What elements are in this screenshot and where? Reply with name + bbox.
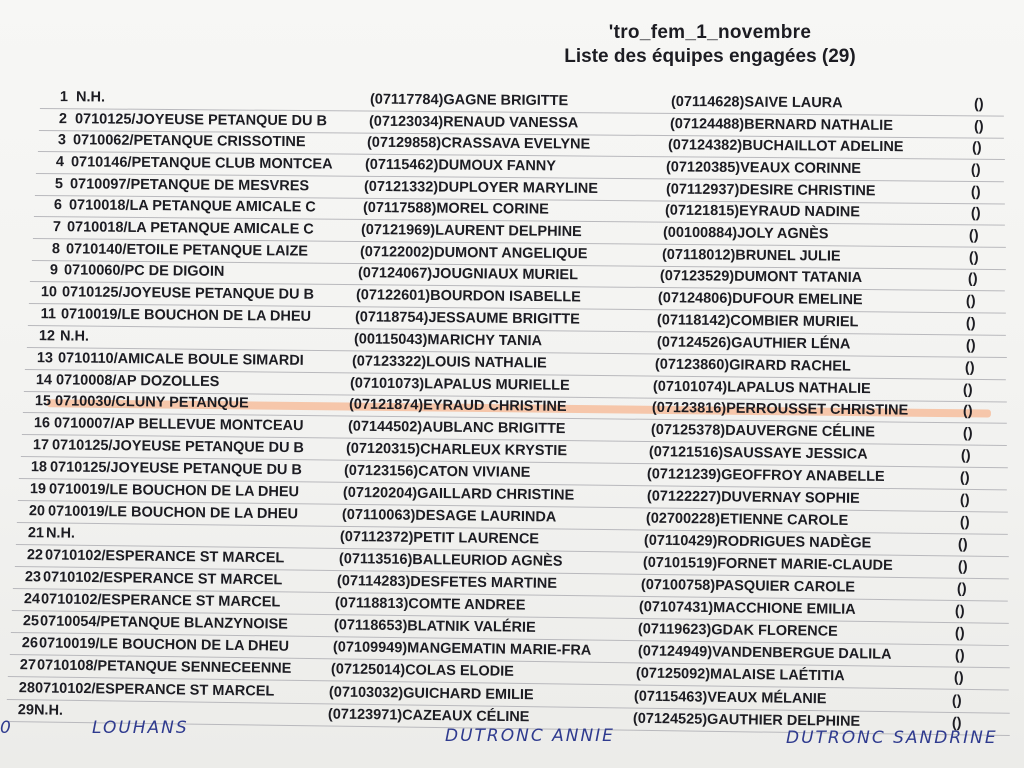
handwritten-club: LOUHANS bbox=[92, 718, 189, 738]
player-2: (07101519)FORNET MARIE-CLAUDE bbox=[642, 554, 893, 574]
club-name: 0710102/ESPERANCE ST MARCEL bbox=[40, 591, 281, 611]
row-number: 1 bbox=[59, 89, 69, 106]
club-name: 0710054/PETANQUE BLANZYNOISE bbox=[39, 613, 289, 633]
player-2: (07123529)DUMONT TATANIA bbox=[659, 268, 863, 286]
player-2: (07120385)VEAUX CORINNE bbox=[665, 159, 862, 178]
player-1: (07112372)PETIT LAURENCE bbox=[339, 528, 540, 548]
player-2: (07124382)BUCHAILLOT ADELINE bbox=[667, 137, 904, 156]
parenthesis: () bbox=[970, 184, 981, 201]
club-name: 0710108/PETANQUE SENNECEENNE bbox=[36, 657, 292, 677]
club-name: 0710097/PETANQUE DE MESVRES bbox=[69, 176, 310, 195]
club-name: 0710125/JOYEUSE PETANQUE DU B bbox=[49, 459, 303, 479]
player-2: (07124949)VANDENBERGUE DALILA bbox=[637, 643, 892, 663]
player-1: (07120315)CHARLEUX KRYSTIE bbox=[345, 440, 568, 460]
row-number: 17 bbox=[32, 437, 50, 454]
player-2: (07101074)LAPALUS NATHALIE bbox=[652, 378, 871, 398]
player-1: (07117588)MOREL CORINE bbox=[362, 199, 549, 218]
parenthesis: () bbox=[965, 337, 976, 354]
row-number: 12 bbox=[38, 328, 56, 345]
player-2: (07118142)COMBIER MURIEL bbox=[656, 312, 859, 331]
player-1: (07129858)CRASSAVA EVELYNE bbox=[366, 134, 591, 153]
row-number: 19 bbox=[29, 481, 47, 498]
player-2: (07119623)GDAK FLORENCE bbox=[637, 621, 838, 640]
player-2: (07124806)DUFOUR EMELINE bbox=[657, 290, 863, 309]
parenthesis: () bbox=[973, 118, 984, 135]
club-name: 0710125/JOYEUSE PETANQUE DU B bbox=[61, 284, 315, 303]
player-1: (07103032)GUICHARD EMILIE bbox=[328, 684, 534, 704]
parenthesis: () bbox=[970, 161, 981, 179]
club-name: 0710018/LA PETANQUE AMICALE C bbox=[68, 197, 316, 216]
club-name: 0710019/LE BOUCHON DE LA DHEU bbox=[47, 503, 299, 523]
player-2: (07124526)GAUTHIER LÉNA bbox=[656, 334, 851, 353]
club-name: 0710030/CLUNY PETANQUE bbox=[54, 393, 249, 412]
player-1: (07123034)RENAUD VANESSA bbox=[368, 113, 579, 132]
row-number: 6 bbox=[53, 197, 63, 214]
club-name: 0710019/LE BOUCHON DE LA DHEU bbox=[60, 306, 312, 325]
player-2: (07115463)VEAUX MÉLANIE bbox=[633, 688, 827, 708]
club-name: 0710125/JOYEUSE PETANQUE DU B bbox=[74, 111, 328, 130]
player-2: (07118012)BRUNEL JULIE bbox=[661, 246, 841, 265]
parenthesis: () bbox=[951, 692, 962, 710]
parenthesis: () bbox=[965, 315, 976, 332]
parenthesis: () bbox=[965, 293, 976, 310]
row-number: 3 bbox=[57, 132, 67, 149]
row-number: 5 bbox=[54, 176, 64, 193]
parenthesis: () bbox=[962, 382, 973, 399]
player-1: (00115043)MARICHY TANIA bbox=[353, 331, 543, 350]
player-2: (07125378)DAUVERGNE CÉLINE bbox=[650, 421, 876, 441]
parenthesis: () bbox=[960, 447, 971, 464]
player-2: (07100758)PASQUIER CAROLE bbox=[640, 576, 856, 596]
parenthesis: () bbox=[957, 558, 968, 575]
row-number: 18 bbox=[30, 459, 48, 476]
row-number: 16 bbox=[33, 415, 51, 432]
player-1: (07118653)BLATNIK VALÉRIE bbox=[333, 617, 536, 636]
player-2: (07125092)MALAISE LAÉTITIA bbox=[635, 665, 845, 685]
page-title: 'tro_fem_1_novembre bbox=[608, 22, 812, 43]
club-name: 0710140/ETOILE PETANQUE LAIZE bbox=[65, 241, 309, 260]
club-name: 0710019/LE BOUCHON DE LA DHEU bbox=[38, 635, 290, 655]
row-number: 4 bbox=[55, 154, 65, 171]
player-2: (07121516)SAUSSAYE JESSICA bbox=[648, 444, 868, 463]
club-name: 0710008/AP DOZOLLES bbox=[55, 372, 220, 391]
player-2: (07112937)DESIRE CHRISTINE bbox=[665, 181, 876, 200]
player-1: (07124067)JOUGNIAUX MURIEL bbox=[357, 265, 579, 284]
player-2: (07107431)MACCHIONE EMILIA bbox=[638, 599, 856, 618]
club-name: 0710102/ESPERANCE ST MARCEL bbox=[34, 680, 275, 700]
player-1: (07114283)DESFETES MARTINE bbox=[336, 573, 558, 592]
player-2: (02700228)ETIENNE CAROLE bbox=[645, 510, 849, 529]
handwritten-number: 0 bbox=[0, 718, 13, 738]
parenthesis: () bbox=[954, 625, 965, 642]
parenthesis: () bbox=[962, 425, 973, 442]
club-name: 0710019/LE BOUCHON DE LA DHEU bbox=[48, 481, 300, 501]
player-2: (07121239)GEOFFROY ANABELLE bbox=[646, 466, 885, 486]
parenthesis: () bbox=[968, 249, 979, 266]
club-name: 0710125/JOYEUSE PETANQUE DU B bbox=[51, 437, 305, 457]
player-1: (07121874)EYRAUD CHRISTINE bbox=[348, 396, 567, 415]
row-number: 25 bbox=[22, 613, 40, 630]
parenthesis: () bbox=[973, 96, 984, 113]
row-number: 20 bbox=[28, 503, 46, 520]
row-number: 10 bbox=[40, 284, 58, 301]
row-number: 24 bbox=[23, 591, 41, 608]
parenthesis: () bbox=[967, 271, 978, 288]
row-number: 14 bbox=[35, 372, 53, 389]
parenthesis: () bbox=[953, 669, 964, 686]
player-2: (07122227)DUVERNAY SOPHIE bbox=[646, 488, 860, 507]
club-name: 0710018/LA PETANQUE AMICALE C bbox=[66, 219, 314, 238]
parenthesis: () bbox=[968, 227, 979, 244]
player-1: (07123971)CAZEAUX CÉLINE bbox=[327, 706, 530, 726]
page-subtitle: Liste des équipes engagées (29) bbox=[564, 46, 856, 67]
player-2: (07124488)BERNARD NATHALIE bbox=[669, 116, 893, 134]
row-number: 15 bbox=[34, 393, 52, 410]
club-name: N.H. bbox=[33, 702, 64, 719]
club-name: 0710102/ESPERANCE ST MARCEL bbox=[44, 547, 285, 567]
club-name: N.H. bbox=[75, 89, 106, 106]
player-1: (07113516)BALLEURIOD AGNÈS bbox=[338, 551, 563, 570]
row-number: 21 bbox=[27, 525, 45, 542]
player-1: (07118754)JESSAUME BRIGITTE bbox=[354, 309, 580, 328]
player-1: (07101073)LAPALUS MURIELLE bbox=[349, 375, 570, 394]
player-1: (07144502)AUBLANC BRIGITTE bbox=[347, 418, 566, 438]
parenthesis: () bbox=[957, 536, 968, 553]
player-1: (07120204)GAILLARD CHRISTINE bbox=[342, 484, 575, 504]
header bbox=[560, 22, 860, 68]
club-name: 0710146/PETANQUE CLUB MONTCEA bbox=[70, 154, 333, 173]
parenthesis: () bbox=[970, 205, 981, 222]
row-number: 7 bbox=[52, 219, 62, 236]
player-2: (07110429)RODRIGUES NADÈGE bbox=[643, 532, 872, 552]
row-number: 11 bbox=[40, 306, 57, 323]
row-number: 9 bbox=[49, 262, 59, 279]
player-2: (07123860)GIRARD RACHEL bbox=[654, 356, 851, 375]
club-name: 0710062/PETANQUE CRISSOTINE bbox=[72, 132, 306, 151]
parenthesis: () bbox=[962, 403, 973, 420]
row-number: 2 bbox=[58, 111, 68, 128]
parenthesis: () bbox=[954, 603, 965, 620]
parenthesis: () bbox=[971, 139, 982, 156]
player-1: (07123156)CATON VIVIANE bbox=[343, 462, 531, 481]
club-name: 0710110/AMICALE BOULE SIMARDI bbox=[57, 350, 304, 369]
player-1: (07122601)BOURDON ISABELLE bbox=[355, 287, 581, 306]
player-2: (07114628)SAIVE LAURA bbox=[670, 93, 843, 112]
handwritten-player-2: DUTRONC SANDRINE bbox=[786, 728, 998, 748]
player-1: (07121969)LAURENT DELPHINE bbox=[360, 222, 582, 241]
player-2: (07123816)PERROUSSET CHRISTINE bbox=[651, 399, 909, 419]
row-number: 28 bbox=[18, 680, 36, 697]
row-number: 13 bbox=[36, 350, 54, 367]
player-2: (07121815)EYRAUD NADINE bbox=[664, 202, 861, 221]
row-number: 29 bbox=[17, 702, 35, 719]
row-number: 22 bbox=[26, 547, 44, 564]
player-1: (07122002)DUMONT ANGELIQUE bbox=[359, 244, 588, 263]
player-1: (07123322)LOUIS NATHALIE bbox=[351, 353, 547, 372]
club-name: N.H. bbox=[59, 328, 90, 345]
player-1: (07121332)DUPLOYER MARYLINE bbox=[363, 178, 599, 197]
row-number: 26 bbox=[21, 635, 39, 652]
player-1: (07117784)GAGNE BRIGITTE bbox=[369, 91, 569, 110]
handwritten-player-1: DUTRONC ANNIE bbox=[445, 726, 615, 746]
parenthesis: () bbox=[964, 359, 975, 376]
club-name: 0710060/PC DE DIGOIN bbox=[63, 262, 225, 280]
row-number: 23 bbox=[24, 569, 42, 586]
parenthesis: () bbox=[959, 492, 970, 509]
parenthesis: () bbox=[951, 715, 962, 732]
parenthesis: () bbox=[959, 514, 970, 531]
player-1: (07118813)COMTE ANDREE bbox=[334, 595, 526, 614]
row-number: 27 bbox=[19, 657, 37, 674]
parenthesis: () bbox=[954, 647, 965, 664]
player-1: (07125014)COLAS ELODIE bbox=[330, 661, 515, 680]
club-name: N.H. bbox=[45, 525, 76, 542]
player-1: (07110063)DESAGE LAURINDA bbox=[341, 506, 557, 526]
player-1: (07109949)MANGEMATIN MARIE-FRA bbox=[332, 639, 592, 659]
row-number: 8 bbox=[51, 241, 61, 258]
club-name: 0710007/AP BELLEVUE MONTCEAU bbox=[53, 415, 304, 435]
parenthesis: () bbox=[956, 580, 967, 598]
club-name: 0710102/ESPERANCE ST MARCEL bbox=[42, 569, 283, 589]
player-2: (07124525)GAUTHIER DELPHINE bbox=[632, 710, 861, 730]
player-1: (07115462)DUMOUX FANNY bbox=[364, 156, 557, 175]
player-2: (00100884)JOLY AGNÈS bbox=[662, 224, 829, 243]
parenthesis: () bbox=[959, 469, 970, 486]
